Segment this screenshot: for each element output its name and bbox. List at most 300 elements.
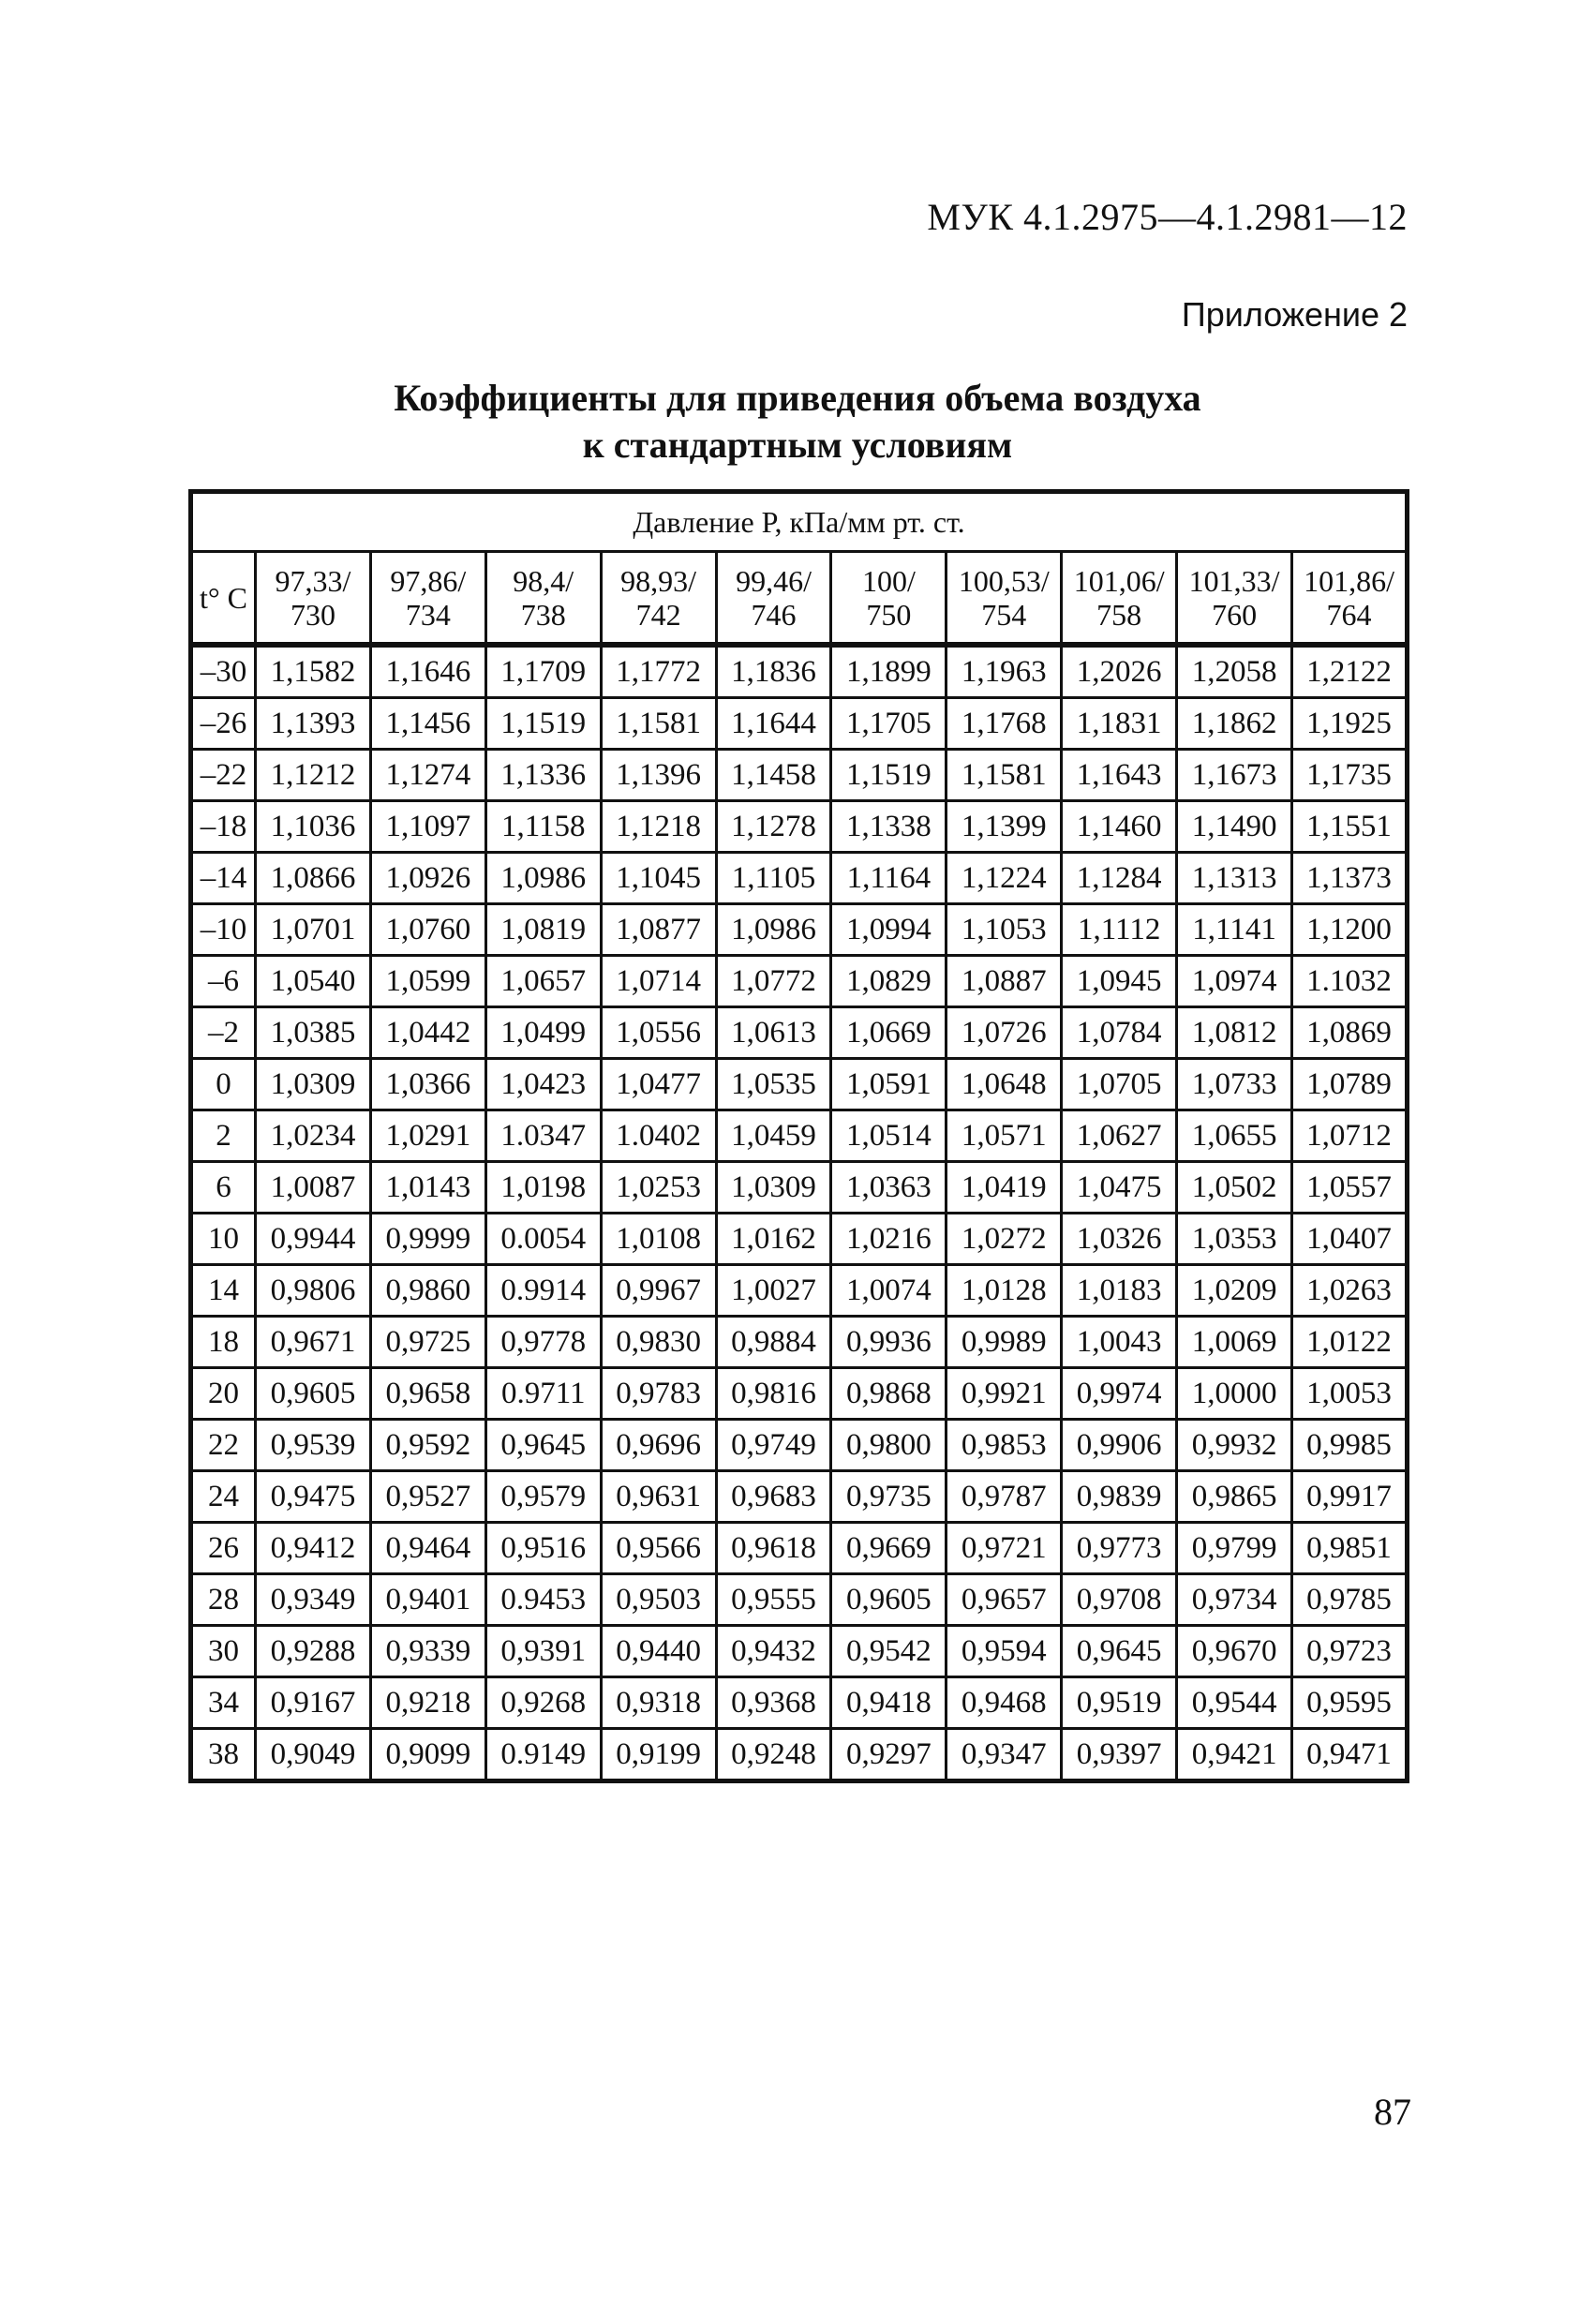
coefficient-cell: 1,1045 <box>601 853 716 904</box>
coefficient-cell: 1,0363 <box>831 1162 947 1214</box>
coefficient-cell: 1,1490 <box>1177 801 1292 853</box>
coefficient-cell: 0.9453 <box>485 1574 601 1626</box>
coefficient-cell: 1,0475 <box>1062 1162 1177 1214</box>
coefficient-cell: 1,1519 <box>831 750 947 801</box>
coefficient-cell: 1,0419 <box>947 1162 1062 1214</box>
coefficient-cell: 1,0385 <box>256 1007 371 1059</box>
coefficient-cell: 1,0143 <box>370 1162 485 1214</box>
pressure-mmhg: 730 <box>290 597 335 632</box>
coefficient-cell: 1,1709 <box>485 645 601 698</box>
coefficient-cell: 0,9594 <box>947 1626 1062 1677</box>
coefficient-cell: 0,9669 <box>831 1523 947 1574</box>
coefficient-cell: 0,9566 <box>601 1523 716 1574</box>
table-body <box>191 645 1408 1781</box>
coefficient-cell: 1,2058 <box>1177 645 1292 698</box>
coefficient-cell: 0,9618 <box>716 1523 831 1574</box>
pressure-group-header: Давление Р, кПа/мм рт. ст. <box>191 492 1408 552</box>
temperature-cell: 18 <box>191 1317 256 1368</box>
pressure-kpa: 98,93/ <box>620 563 697 598</box>
coefficient-cell: 1,0309 <box>716 1162 831 1214</box>
coefficient-cell: 1,0053 <box>1292 1368 1408 1420</box>
coefficient-cell: 1,0442 <box>370 1007 485 1059</box>
coefficient-cell: 1,0877 <box>601 904 716 956</box>
coefficient-cell: 0,9917 <box>1292 1471 1408 1523</box>
table-row <box>191 1420 1408 1471</box>
coefficient-cell: 0,9799 <box>1177 1523 1292 1574</box>
pressure-column-header <box>947 552 1062 646</box>
coefficient-cell: 1,0087 <box>256 1162 371 1214</box>
coefficient-cell: 0,9645 <box>485 1420 601 1471</box>
coefficient-cell: 1,0726 <box>947 1007 1062 1059</box>
coefficient-cell: 0,9464 <box>370 1523 485 1574</box>
coefficient-cell: 0,9906 <box>1062 1420 1177 1471</box>
coefficient-cell: 0,9421 <box>1177 1729 1292 1781</box>
coefficient-cell: 1,0216 <box>831 1214 947 1265</box>
coefficients-table-container <box>188 489 1409 1783</box>
coefficient-cell: 0,9516 <box>485 1523 601 1574</box>
coefficient-cell: 0,9785 <box>1292 1574 1408 1626</box>
coefficient-cell: 1,0234 <box>256 1110 371 1162</box>
coefficient-cell: 0,9723 <box>1292 1626 1408 1677</box>
coefficient-cell: 1,2026 <box>1062 645 1177 698</box>
coefficient-cell: 0,9440 <box>601 1626 716 1677</box>
coefficient-cell: 0,9519 <box>1062 1677 1177 1729</box>
coefficient-cell: 1,0866 <box>256 853 371 904</box>
pressure-kpa: 100/ <box>861 563 916 598</box>
coefficient-cell: 0,9268 <box>485 1677 601 1729</box>
coefficient-cell: 1,0986 <box>716 904 831 956</box>
coefficient-cell: 0,9853 <box>947 1420 1062 1471</box>
coefficient-cell: 1,1338 <box>831 801 947 853</box>
coefficient-cell: 1,0945 <box>1062 956 1177 1007</box>
pressure-kpa: 97,33/ <box>275 563 351 598</box>
coefficient-cell: 0,9595 <box>1292 1677 1408 1729</box>
coefficient-cell: 1,1399 <box>947 801 1062 853</box>
coefficient-cell: 1,0162 <box>716 1214 831 1265</box>
title-line-2: к стандартным условиям <box>582 424 1013 466</box>
coefficient-cell: 0,9167 <box>256 1677 371 1729</box>
pressure-column-header <box>1177 552 1292 646</box>
coefficient-cell: 0,9974 <box>1062 1368 1177 1420</box>
pressure-column-header <box>485 552 601 646</box>
pressure-kpa: 101,33/ <box>1188 563 1280 598</box>
coefficient-cell: 1,1274 <box>370 750 485 801</box>
coefficient-cell: 0,9932 <box>1177 1420 1292 1471</box>
temperature-cell: 14 <box>191 1265 256 1317</box>
table-row <box>191 698 1408 750</box>
coefficient-cell: 1,0556 <box>601 1007 716 1059</box>
coefficient-cell: 0,9816 <box>716 1368 831 1420</box>
coefficient-cell: 1,0812 <box>1177 1007 1292 1059</box>
coefficient-cell: 0,9778 <box>485 1317 601 1368</box>
pressure-kpa: 101,06/ <box>1073 563 1165 598</box>
table-row <box>191 1677 1408 1729</box>
pressure-kpa: 101,86/ <box>1304 563 1394 598</box>
coefficient-cell: 1,1284 <box>1062 853 1177 904</box>
coefficient-cell: 0,9339 <box>370 1626 485 1677</box>
coefficient-cell: 1,0326 <box>1062 1214 1177 1265</box>
coefficient-cell: 0,9671 <box>256 1317 371 1368</box>
coefficient-cell: 0,9418 <box>831 1677 947 1729</box>
coefficient-cell: 1,1112 <box>1062 904 1177 956</box>
coefficient-cell: 0,9347 <box>947 1729 1062 1781</box>
coefficient-cell: 0,9830 <box>601 1317 716 1368</box>
pressure-mmhg: 738 <box>520 597 566 632</box>
coefficient-cell: 0,9696 <box>601 1420 716 1471</box>
temperature-cell: –14 <box>191 853 256 904</box>
coefficient-cell: 0,9503 <box>601 1574 716 1626</box>
coefficient-cell: 1,0502 <box>1177 1162 1292 1214</box>
pressure-kpa: 98,4/ <box>513 563 574 598</box>
temperature-cell: –10 <box>191 904 256 956</box>
coefficient-cell: 1,0627 <box>1062 1110 1177 1162</box>
coefficient-cell: 1,1336 <box>485 750 601 801</box>
coefficient-cell: 0.9914 <box>485 1265 601 1317</box>
coefficient-cell: 1,1768 <box>947 698 1062 750</box>
coefficient-cell: 1,1460 <box>1062 801 1177 853</box>
coefficient-cell: 1,0557 <box>1292 1162 1408 1214</box>
coefficient-cell: 0,9773 <box>1062 1523 1177 1574</box>
temperature-cell: 20 <box>191 1368 256 1420</box>
coefficient-cell: 1,1673 <box>1177 750 1292 801</box>
pressure-kpa: 99,46/ <box>736 563 812 598</box>
coefficient-cell: 0,9544 <box>1177 1677 1292 1729</box>
coefficient-cell: 0,9800 <box>831 1420 947 1471</box>
pressure-column-header <box>716 552 831 646</box>
coefficient-cell: 1,0209 <box>1177 1265 1292 1317</box>
coefficient-cell: 0,9967 <box>601 1265 716 1317</box>
coefficient-cell: 1,2122 <box>1292 645 1408 698</box>
coefficient-cell: 1,1643 <box>1062 750 1177 801</box>
coefficient-cell: 0,9432 <box>716 1626 831 1677</box>
temperature-cell: –2 <box>191 1007 256 1059</box>
coefficient-cell: 0,9708 <box>1062 1574 1177 1626</box>
pressure-mmhg: 742 <box>635 597 681 632</box>
coefficient-cell: 0,9645 <box>1062 1626 1177 1677</box>
coefficient-cell: 0,9605 <box>831 1574 947 1626</box>
coefficient-cell: 0,9658 <box>370 1368 485 1420</box>
table-row <box>191 1265 1408 1317</box>
table-row <box>191 801 1408 853</box>
coefficient-cell: 1,0499 <box>485 1007 601 1059</box>
coefficient-cell: 1,1735 <box>1292 750 1408 801</box>
temperature-cell: 0 <box>191 1059 256 1110</box>
coefficient-cell: 1,0535 <box>716 1059 831 1110</box>
table-row <box>191 1729 1408 1781</box>
coefficient-cell: 1,0366 <box>370 1059 485 1110</box>
pressure-mmhg: 746 <box>751 597 797 632</box>
temperature-cell: 34 <box>191 1677 256 1729</box>
pressure-mmhg: 754 <box>981 597 1027 632</box>
coefficient-cell: 0,9734 <box>1177 1574 1292 1626</box>
coefficient-cell: 1,0407 <box>1292 1214 1408 1265</box>
table-row <box>191 1162 1408 1214</box>
coefficient-cell: 1,0714 <box>601 956 716 1007</box>
pressure-column-header <box>1062 552 1177 646</box>
coefficient-cell: 1,0540 <box>256 956 371 1007</box>
coefficient-cell: 1,0789 <box>1292 1059 1408 1110</box>
coefficient-cell: 1,0423 <box>485 1059 601 1110</box>
coefficient-cell: 0,9605 <box>256 1368 371 1420</box>
temperature-cell: –26 <box>191 698 256 750</box>
coefficient-cell: 1,0272 <box>947 1214 1062 1265</box>
coefficient-cell: 0,9985 <box>1292 1420 1408 1471</box>
coefficient-cell: 1,0657 <box>485 956 601 1007</box>
coefficient-cell: 0,9749 <box>716 1420 831 1471</box>
coefficient-cell: 1,1836 <box>716 645 831 698</box>
coefficient-cell: 0,9297 <box>831 1729 947 1781</box>
coefficient-cell: 0,9099 <box>370 1729 485 1781</box>
coefficient-cell: 1,1036 <box>256 801 371 853</box>
coefficient-cell: 1,0869 <box>1292 1007 1408 1059</box>
temperature-cell: 30 <box>191 1626 256 1677</box>
coefficient-cell: 1,1224 <box>947 853 1062 904</box>
coefficient-cell: 1,0887 <box>947 956 1062 1007</box>
coefficient-cell: 0,9475 <box>256 1471 371 1523</box>
coefficient-cell: 0,9248 <box>716 1729 831 1781</box>
coefficient-cell: 1,1218 <box>601 801 716 853</box>
pressure-column-header <box>601 552 716 646</box>
coefficient-cell: 1,1862 <box>1177 698 1292 750</box>
coefficient-cell: 0,9657 <box>947 1574 1062 1626</box>
pressure-column-header <box>831 552 947 646</box>
table-row <box>191 956 1408 1007</box>
coefficient-cell: 0.9149 <box>485 1729 601 1781</box>
pressure-mmhg: 760 <box>1212 597 1258 632</box>
temperature-cell: –6 <box>191 956 256 1007</box>
coefficient-cell: 0,9555 <box>716 1574 831 1626</box>
coefficient-cell: 1,0459 <box>716 1110 831 1162</box>
table-row <box>191 1368 1408 1420</box>
table-row <box>191 853 1408 904</box>
table-row <box>191 904 1408 956</box>
coefficient-cell: 1,1925 <box>1292 698 1408 750</box>
coefficient-cell: 0,9539 <box>256 1420 371 1471</box>
table-row <box>191 1110 1408 1162</box>
coefficient-cell: 1,1141 <box>1177 904 1292 956</box>
coefficient-cell: 0,9865 <box>1177 1471 1292 1523</box>
coefficient-cell: 0,9288 <box>256 1626 371 1677</box>
coefficient-cell: 0,9412 <box>256 1523 371 1574</box>
table-row <box>191 1317 1408 1368</box>
coefficient-cell: 1,0784 <box>1062 1007 1177 1059</box>
coefficient-cell: 1,0477 <box>601 1059 716 1110</box>
coefficient-cell: 1,0183 <box>1062 1265 1177 1317</box>
coefficient-cell: 1.0347 <box>485 1110 601 1162</box>
pressure-mmhg: 750 <box>866 597 912 632</box>
temperature-cell: 26 <box>191 1523 256 1574</box>
coefficient-cell: 1,0027 <box>716 1265 831 1317</box>
coefficients-table <box>188 489 1409 1783</box>
coefficient-cell: 1,1396 <box>601 750 716 801</box>
coefficient-cell: 0,9721 <box>947 1523 1062 1574</box>
coefficient-cell: 1,1105 <box>716 853 831 904</box>
coefficient-cell: 1,1200 <box>1292 904 1408 956</box>
coefficient-cell: 1,1963 <box>947 645 1062 698</box>
coefficient-cell: 1,1278 <box>716 801 831 853</box>
coefficient-cell: 1,0043 <box>1062 1317 1177 1368</box>
coefficient-cell: 0,9936 <box>831 1317 947 1368</box>
coefficient-cell: 1,0829 <box>831 956 947 1007</box>
coefficient-cell: 1,1644 <box>716 698 831 750</box>
temperature-cell: 38 <box>191 1729 256 1781</box>
coefficient-cell: 0,9806 <box>256 1265 371 1317</box>
coefficient-cell: 1,0353 <box>1177 1214 1292 1265</box>
coefficient-cell: 1,0128 <box>947 1265 1062 1317</box>
coefficient-cell: 1,1772 <box>601 645 716 698</box>
coefficient-cell: 1,0705 <box>1062 1059 1177 1110</box>
temperature-cell: –22 <box>191 750 256 801</box>
coefficient-cell: 0,9787 <box>947 1471 1062 1523</box>
coefficient-cell: 1,0263 <box>1292 1265 1408 1317</box>
coefficient-cell: 1,1582 <box>256 645 371 698</box>
coefficient-cell: 1,1313 <box>1177 853 1292 904</box>
page-title <box>0 375 1595 469</box>
coefficient-cell: 1,0733 <box>1177 1059 1292 1110</box>
coefficient-cell: 0,9735 <box>831 1471 947 1523</box>
coefficient-cell: 1,1581 <box>601 698 716 750</box>
coefficient-cell: 1,1097 <box>370 801 485 853</box>
coefficient-cell: 0,9725 <box>370 1317 485 1368</box>
coefficient-cell: 1,0000 <box>1177 1368 1292 1420</box>
coefficient-cell: 1,1646 <box>370 645 485 698</box>
table-row <box>191 1007 1408 1059</box>
coefficient-cell: 0,9592 <box>370 1420 485 1471</box>
coefficient-cell: 1,0291 <box>370 1110 485 1162</box>
pressure-column-header <box>370 552 485 646</box>
coefficient-cell: 1,1393 <box>256 698 371 750</box>
coefficient-cell: 1,0069 <box>1177 1317 1292 1368</box>
pressure-kpa: 100,53/ <box>958 563 1050 598</box>
appendix-label: Приложение 2 <box>1181 295 1408 334</box>
coefficient-cell: 0,9049 <box>256 1729 371 1781</box>
table-row <box>191 1471 1408 1523</box>
coefficient-cell: 0,9468 <box>947 1677 1062 1729</box>
coefficient-cell: 0,9579 <box>485 1471 601 1523</box>
coefficient-cell: 0,9471 <box>1292 1729 1408 1781</box>
pressure-kpa: 97,86/ <box>390 563 467 598</box>
coefficient-cell: 0,9851 <box>1292 1523 1408 1574</box>
coefficient-cell: 0,9318 <box>601 1677 716 1729</box>
table-row <box>191 1523 1408 1574</box>
coefficient-cell: 1,1899 <box>831 645 947 698</box>
coefficient-cell: 1,1164 <box>831 853 947 904</box>
coefficient-cell: 1,1831 <box>1062 698 1177 750</box>
table-row <box>191 645 1408 698</box>
coefficient-cell: 0,9349 <box>256 1574 371 1626</box>
coefficient-cell: 1,0571 <box>947 1110 1062 1162</box>
coefficient-cell: 0,9868 <box>831 1368 947 1420</box>
coefficient-cell: 1,1373 <box>1292 853 1408 904</box>
coefficient-cell: 1,0122 <box>1292 1317 1408 1368</box>
coefficient-cell: 1,1458 <box>716 750 831 801</box>
temperature-cell: –18 <box>191 801 256 853</box>
coefficient-cell: 0,9401 <box>370 1574 485 1626</box>
coefficient-cell: 1,0309 <box>256 1059 371 1110</box>
coefficient-cell: 1,1212 <box>256 750 371 801</box>
temperature-cell: 2 <box>191 1110 256 1162</box>
coefficient-cell: 1,0613 <box>716 1007 831 1059</box>
column-header-row <box>191 552 1408 646</box>
table-row <box>191 1214 1408 1265</box>
coefficient-cell: 0,9527 <box>370 1471 485 1523</box>
temperature-cell: 6 <box>191 1162 256 1214</box>
coefficient-cell: 1,0926 <box>370 853 485 904</box>
coefficient-cell: 1,0591 <box>831 1059 947 1110</box>
coefficient-cell: 0,9368 <box>716 1677 831 1729</box>
coefficient-cell: 0,9631 <box>601 1471 716 1523</box>
coefficient-cell: 0,9391 <box>485 1626 601 1677</box>
coefficient-cell: 1,0994 <box>831 904 947 956</box>
coefficient-cell: 1,0701 <box>256 904 371 956</box>
temperature-cell: 24 <box>191 1471 256 1523</box>
coefficient-cell: 0,9397 <box>1062 1729 1177 1781</box>
coefficient-cell: 0,9683 <box>716 1471 831 1523</box>
table-row <box>191 1059 1408 1110</box>
coefficient-cell: 0,9218 <box>370 1677 485 1729</box>
coefficient-cell: 0,9884 <box>716 1317 831 1368</box>
table-header <box>191 492 1408 646</box>
temperature-header: t° C <box>191 552 256 646</box>
coefficient-cell: 1,0974 <box>1177 956 1292 1007</box>
coefficient-cell: 0.9711 <box>485 1368 601 1420</box>
coefficient-cell: 1,1053 <box>947 904 1062 956</box>
coefficient-cell: 0,9860 <box>370 1265 485 1317</box>
coefficient-cell: 1,0819 <box>485 904 601 956</box>
coefficient-cell: 1.0402 <box>601 1110 716 1162</box>
coefficient-cell: 1,0772 <box>716 956 831 1007</box>
coefficient-cell: 1,0712 <box>1292 1110 1408 1162</box>
document-code: МУК 4.1.2975—4.1.2981—12 <box>927 196 1408 238</box>
coefficient-cell: 1,0655 <box>1177 1110 1292 1162</box>
pressure-mmhg: 764 <box>1326 597 1372 632</box>
coefficient-cell: 1,1551 <box>1292 801 1408 853</box>
coefficient-cell: 0.0054 <box>485 1214 601 1265</box>
coefficient-cell: 0,9999 <box>370 1214 485 1265</box>
coefficient-cell: 1,1158 <box>485 801 601 853</box>
pressure-column-header <box>256 552 371 646</box>
coefficient-cell: 1,1705 <box>831 698 947 750</box>
temperature-cell: 28 <box>191 1574 256 1626</box>
temperature-cell: –30 <box>191 645 256 698</box>
title-line-1: Коэффициенты для приведения объема воздуха <box>394 377 1201 419</box>
coefficient-cell: 1,1456 <box>370 698 485 750</box>
coefficient-cell: 0,9989 <box>947 1317 1062 1368</box>
coefficient-cell: 1,0669 <box>831 1007 947 1059</box>
page-number: 87 <box>1374 2091 1411 2133</box>
table-row <box>191 1626 1408 1677</box>
coefficient-cell: 1,1519 <box>485 698 601 750</box>
coefficient-cell: 1,0648 <box>947 1059 1062 1110</box>
temperature-cell: 22 <box>191 1420 256 1471</box>
coefficient-cell: 1,0986 <box>485 853 601 904</box>
pressure-mmhg: 758 <box>1096 597 1142 632</box>
coefficient-cell: 1,0599 <box>370 956 485 1007</box>
table-row <box>191 1574 1408 1626</box>
pressure-mmhg: 734 <box>405 597 451 632</box>
coefficient-cell: 0,9944 <box>256 1214 371 1265</box>
coefficient-cell: 1,0108 <box>601 1214 716 1265</box>
pressure-column-header <box>1292 552 1408 646</box>
coefficient-cell: 1,0760 <box>370 904 485 956</box>
coefficient-cell: 1,0253 <box>601 1162 716 1214</box>
coefficient-cell: 1,0074 <box>831 1265 947 1317</box>
coefficient-cell: 1,1581 <box>947 750 1062 801</box>
coefficient-cell: 0,9783 <box>601 1368 716 1420</box>
temperature-cell: 10 <box>191 1214 256 1265</box>
coefficient-cell: 0,9839 <box>1062 1471 1177 1523</box>
coefficient-cell: 0,9670 <box>1177 1626 1292 1677</box>
